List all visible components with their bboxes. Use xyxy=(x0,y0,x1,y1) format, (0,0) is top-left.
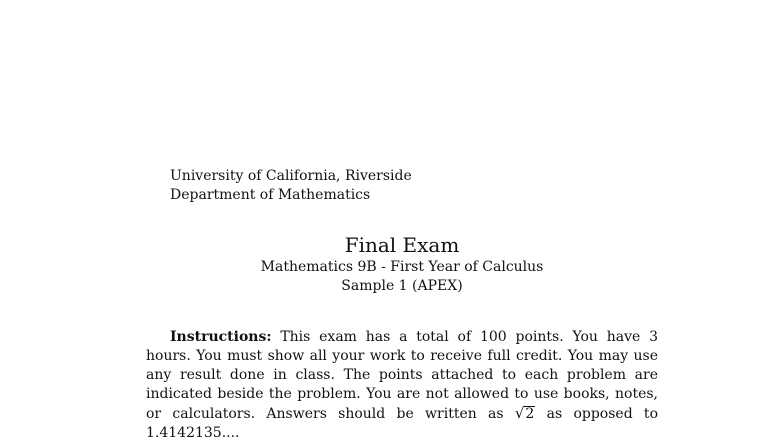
radical-symbol: √ xyxy=(514,404,525,422)
exam-title: Final Exam xyxy=(344,233,460,257)
institution-header xyxy=(170,167,412,205)
university-name: University of California, Riverside xyxy=(170,168,412,184)
exam-title-block xyxy=(146,232,658,296)
instructions-paragraph xyxy=(146,328,658,443)
square-root-expression xyxy=(515,404,535,424)
sample-label: Sample 1 (APEX) xyxy=(341,278,463,294)
course-name: Mathematics 9B - First Year of Calculus xyxy=(260,259,544,275)
radicand-value: 2 xyxy=(525,406,535,422)
instructions-text-end: as opposed to 1.4142135.... xyxy=(146,406,658,441)
instructions-label: Instructions: xyxy=(170,329,272,345)
department-name: Department of Mathematics xyxy=(170,187,371,203)
instructions-text: This exam has a total of 100 points. You have 3 hours. You must show all your work to receive full credit. You may use any result done in class. The points attached to each problem are indicated beside the problem. You are not allowed to use books, notes, or calculators. Answers should be written as xyxy=(146,329,658,422)
